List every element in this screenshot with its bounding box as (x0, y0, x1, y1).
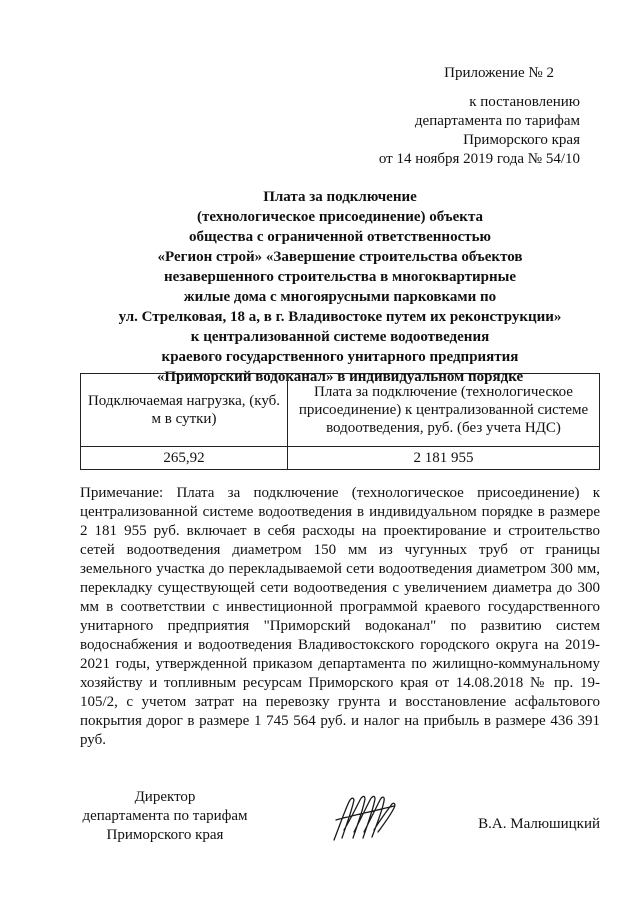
position-line-1: Директор (134, 789, 196, 805)
appendix-line-3: Приморского края (463, 132, 580, 148)
title-line: ул. Стрелковая, 18 а, в г. Владивостоке путем их реконструкции» (118, 309, 562, 325)
title-line: к централизованной системе водоотведения (190, 329, 490, 345)
signatory-name: В.А. Малюшицкий (478, 816, 600, 832)
note-paragraph: Примечание: Плата за подключение (технологическое присоединение) к централизованной системе водоотведения в индивидуальном порядке в размере 2 181 955 руб. включает в себя расходы на проектирование и строительство сетей водоотведения диаметром 150 мм из чугунных труб от границы земельного участка до перекладываемой сети водоотведения диаметром 300 мм, перекладку существующей сети водоотведения с увеличением диаметра до 300 мм в соответствии с инвестиционной программой краевого государственного унитарного предприятия "Приморский водоканал" по развитию систем водоснабжения и водоотведения Владивостокского городского округа на 2019-2021 годы, утвержденной приказом департамента по жилищно-коммунальному хозяйству и топливным ресурсам Приморского края от 14.08.2018 № пр. 19-105/2, с учетом затрат на перевозку грунта и восстановление асфальтового покрытия дорог в размере 1 745 564 руб. и налог на прибыль в размере 436 391 руб. (80, 485, 600, 748)
title-line: жилые дома с многоярусными парковками по (183, 289, 497, 305)
table-header-row (81, 374, 600, 447)
appendix-line-1: к постановлению (469, 94, 580, 110)
title-line: общества с ограниченной ответственностью (189, 229, 491, 245)
appendix-number: Приложение № 2 (444, 65, 554, 81)
cell-fee: 2 181 955 (288, 447, 600, 470)
fee-table (80, 373, 600, 470)
title-line: Плата за подключение (263, 189, 417, 205)
position-line-2: департамента по тарифам (82, 808, 248, 824)
appendix-header (360, 64, 580, 169)
header-fee: Плата за подключение (технологическое присоединение) к централизованной системе водоотведения, руб. (без учета НДС) (288, 374, 600, 447)
title-line: (технологическое присоединение) объекта (196, 209, 484, 225)
title-line: «Приморский водоканал» в индивидуальном порядке (156, 369, 524, 385)
position-line-3: Приморского края (106, 827, 224, 843)
header-load: Подключаемая нагрузка, (куб. м в сутки) (81, 374, 288, 447)
cell-load: 265,92 (81, 447, 288, 470)
appendix-line-2: департамента по тарифам (414, 113, 580, 129)
appendix-line-4: от 14 ноября 2019 года № 54/10 (378, 151, 580, 167)
handwritten-signature (330, 790, 398, 846)
title-line: «Регион строй» «Завершение строительства объектов (157, 249, 523, 265)
title-line: незавершенного строительства в многоквартирные (163, 269, 517, 285)
signatory-position (80, 788, 250, 845)
title-line: краевого государственного унитарного предприятия (161, 349, 519, 365)
table-row (81, 447, 600, 470)
document-title (90, 187, 590, 387)
